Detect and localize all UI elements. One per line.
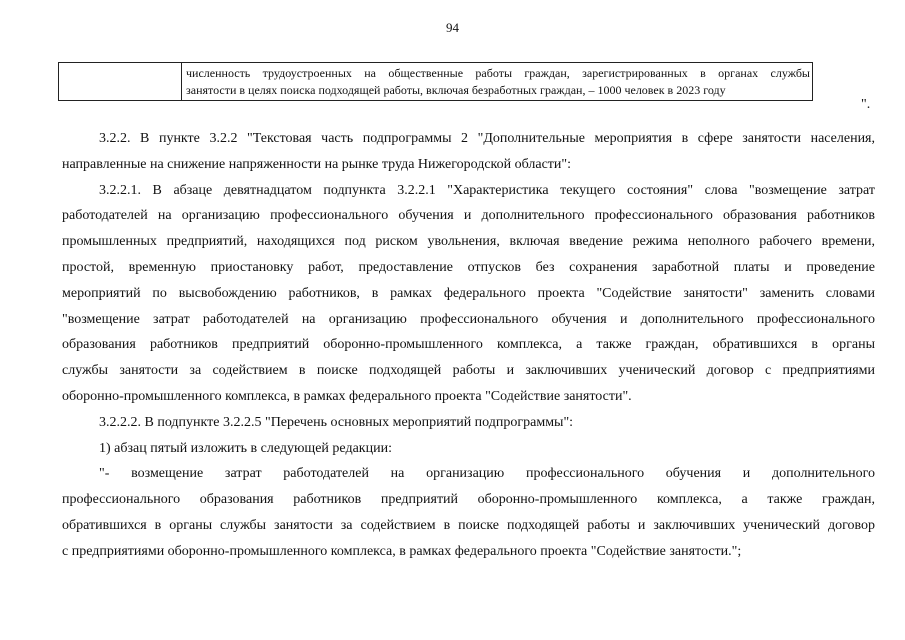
text-line: промышленных предприятий, находящихся под риском увольнения, включая введение режима неполного рабочего времени, (62, 234, 875, 250)
text-line: направленные на снижение напряженности на рынке труда Нижегородской области": (62, 156, 572, 172)
table-cell-text (186, 65, 810, 99)
paragraph-3-2-2 (62, 126, 875, 178)
text-line: 3.2.2. В пункте 3.2.2 "Текстовая часть подпрограммы 2 "Дополнительные мероприятия в сфере занятости населения, (99, 131, 875, 146)
text-line: 3.2.2.1. В абзаце девятнадцатом подпункта 3.2.2.1 "Характеристика текущего состояния" слова "возмещение затрат (99, 182, 875, 198)
page-number: 94 (446, 20, 459, 35)
text-line: "- возмещение затрат работодателей на организацию профессионального обучения и дополнительного (99, 466, 875, 482)
text-line: образования работников предприятий оборонно-промышленного комплекса, а также граждан, обратившихся в органы (62, 337, 875, 353)
document-body (62, 126, 875, 565)
text-line: простой, временную приостановку работ, предоставление отпусков без сохранения заработной платы и проведение (62, 259, 875, 275)
paragraph-new-wording (62, 461, 875, 564)
paragraph-3-2-2-2: 3.2.2.2. В подпункте 3.2.2.5 "Перечень основных мероприятий подпрограммы": (99, 414, 574, 430)
text-line: обратившихся в органы службы занятости за содействием в поиске подходящей работы и заключивших ученический договор (62, 517, 875, 533)
text-line: мероприятий по высвобождению работников, в рамках федерального проекта "Содействие занятости" заменить словами (62, 285, 875, 301)
paragraph-item-1: 1) абзац пятый изложить в следующей редакции: (99, 440, 392, 456)
table-text-line: занятости в целях поиска подходящей работы, включая безработных граждан, – 1000 человек в 2023 году (186, 83, 726, 97)
text-line: с предприятиями оборонно-промышленного комплекса, в рамках федерального проекта "Содействие занятости."; (62, 543, 742, 559)
text-line: работодателей на организацию профессионального обучения и дополнительного профессионального образования работников (62, 208, 875, 224)
table-cell-empty (59, 63, 182, 100)
table-fragment (58, 62, 813, 101)
paragraph-3-2-2-1 (62, 178, 875, 410)
text-line: службы занятости за содействием в поиске подходящей работы и заключивших ученический договор с предприятиями (62, 363, 875, 379)
text-line: "возмещение затрат работодателей на организацию профессионального обучения и дополнительного профессионального (62, 311, 875, 327)
table-text-line: численность трудоустроенных на общественные работы граждан, зарегистрированных в органах службы (186, 66, 810, 80)
text-line: профессионального образования работников предприятий оборонно-промышленного комплекса, а также граждан, (62, 492, 875, 508)
text-line: оборонно-промышленного комплекса, в рамках федерального проекта "Содействие занятости". (62, 388, 632, 404)
closing-quote: ". (861, 97, 871, 112)
